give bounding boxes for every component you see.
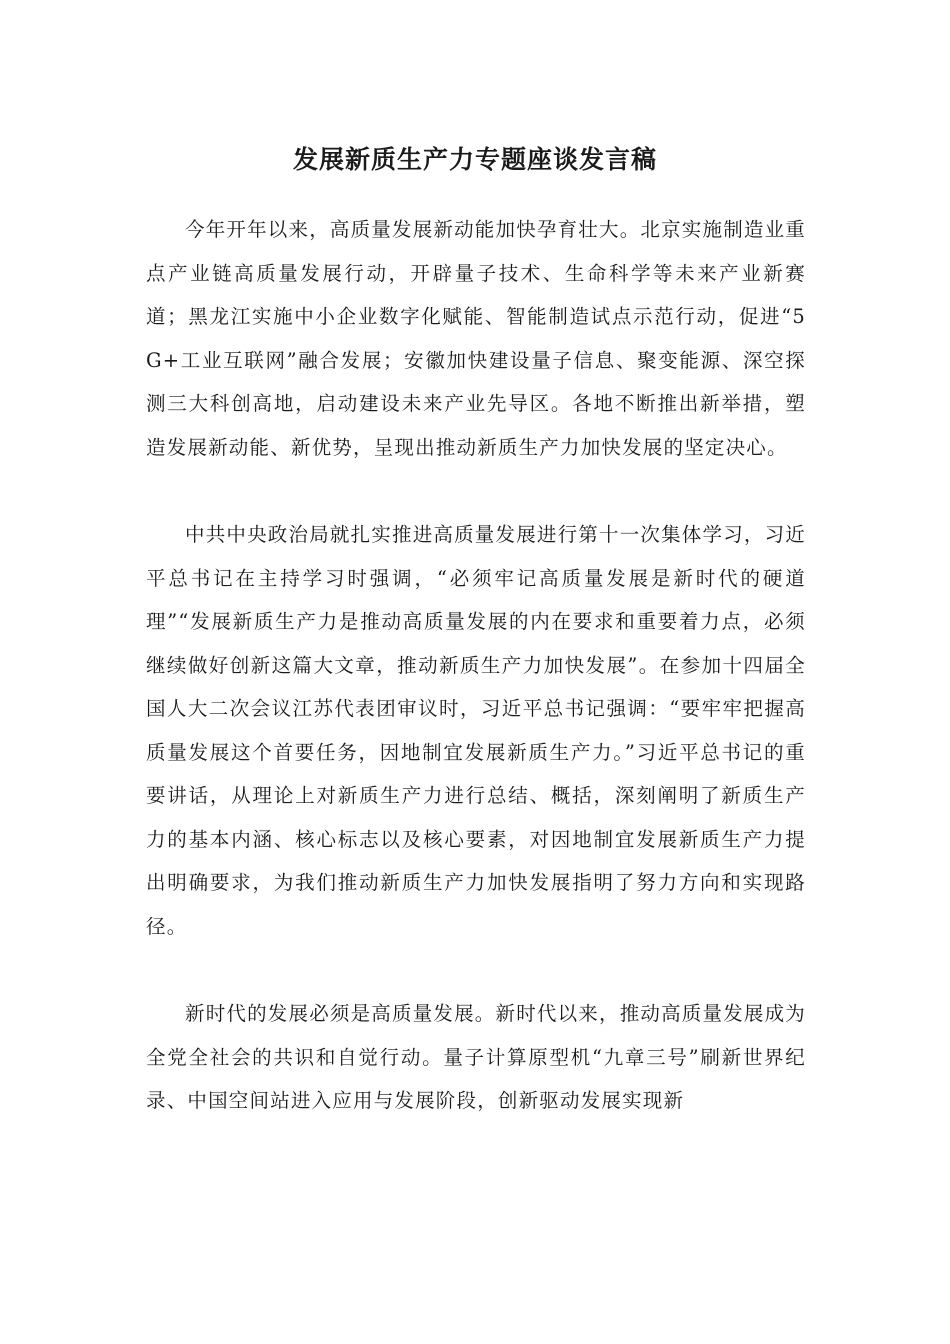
paragraph-2: 中共中央政治局就扎实推进高质量发展进行第十一次集体学习，习近平总书记在主持学习时强调，“必须牢记高质量发展是新时代的硬道理”“发展新质生产力是推动高质量发展的内在要求和重要着力点，必须继续做好创新这篇大文章，推动新质生产力加快发展”。在参加十四届全国人大二次会议江苏代表团审议时，习近平总书记强调：“要牢牢把握高质量发展这个首要任务，因地制宜发展新质生产力。”习近平总书记的重要讲话，从理论上对新质生产力进行总结、概括，深刻阐明了新质生产力的基本内涵、核心标志以及核心要素，对因地制宜发展新质生产力提出明确要求，为我们推动新质生产力加快发展指明了努力方向和实现路径。 xyxy=(146,523,807,938)
document-title: 发展新质生产力专题座谈发言稿 xyxy=(292,145,657,174)
document-body xyxy=(146,208,806,1167)
paragraph-1: 今年开年以来，高质量发展新动能加快孕育壮大。北京实施制造业重点产业链高质量发展行动，开辟量子技术、生命科学等未来产业新赛道；黑龙江实施中小企业数字化赋能、智能制造试点示范行动，促进“5G+工业互联网”融合发展；安徽加快建设量子信息、聚变能源、深空探测三大科创高地，启动建设未来产业先导区。各地不断推出新举措，塑造发展新动能、新优势，呈现出推动新质生产力加快发展的坚定决心。 xyxy=(146,218,807,459)
paragraph-3: 新时代的发展必须是高质量发展。新时代以来，推动高质量发展成为全党全社会的共识和自觉行动。量子计算原型机“九章三号”刷新世界纪录、中国空间站进入应用与发展阶段，创新驱动发展实现新 xyxy=(146,1002,807,1112)
